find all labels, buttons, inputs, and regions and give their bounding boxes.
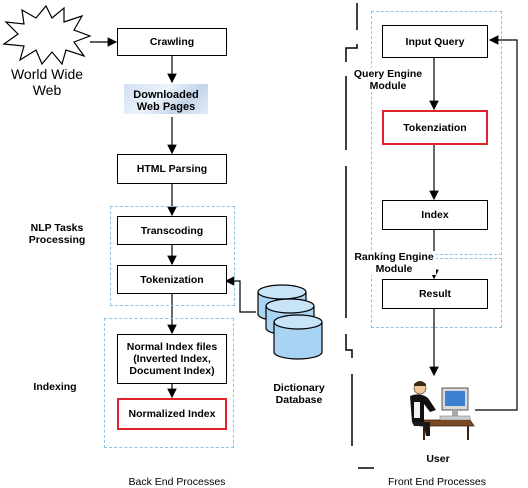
transcoding-box: Transcoding [117,216,227,245]
normal-index-files-box: Normal Index files (Inverted Index, Document Index) [117,334,227,384]
front-end-caption: Front End Processes [387,476,487,488]
user-label: User [426,453,450,465]
user-computer-icon [400,376,476,444]
www-label: World Wide Web [10,66,84,98]
index-box: Index [382,200,488,230]
tokenziation-box: Tokenziation [382,110,488,145]
downloaded-pages-label: Downloaded Web Pages [133,89,199,113]
result-box: Result [382,279,488,309]
tokenization-box: Tokenization [117,265,227,294]
indexing-label: Indexing [33,381,77,393]
cloud-starburst-icon [0,2,92,68]
dictionary-database-label: Dictionary Database [273,382,325,406]
database-icon [254,280,330,370]
normalized-index-box: Normalized Index [117,398,227,430]
nlp-tasks-label: NLP Tasks Processing [28,222,86,246]
ranking-engine-label: Ranking Engine Module [352,251,436,275]
input-query-box: Input Query [382,25,488,58]
back-end-caption: Back End Processes [128,476,226,488]
html-parsing-box: HTML Parsing [117,154,227,184]
crawling-box: Crawling [117,28,227,56]
query-engine-label: Query Engine Module [348,68,428,92]
